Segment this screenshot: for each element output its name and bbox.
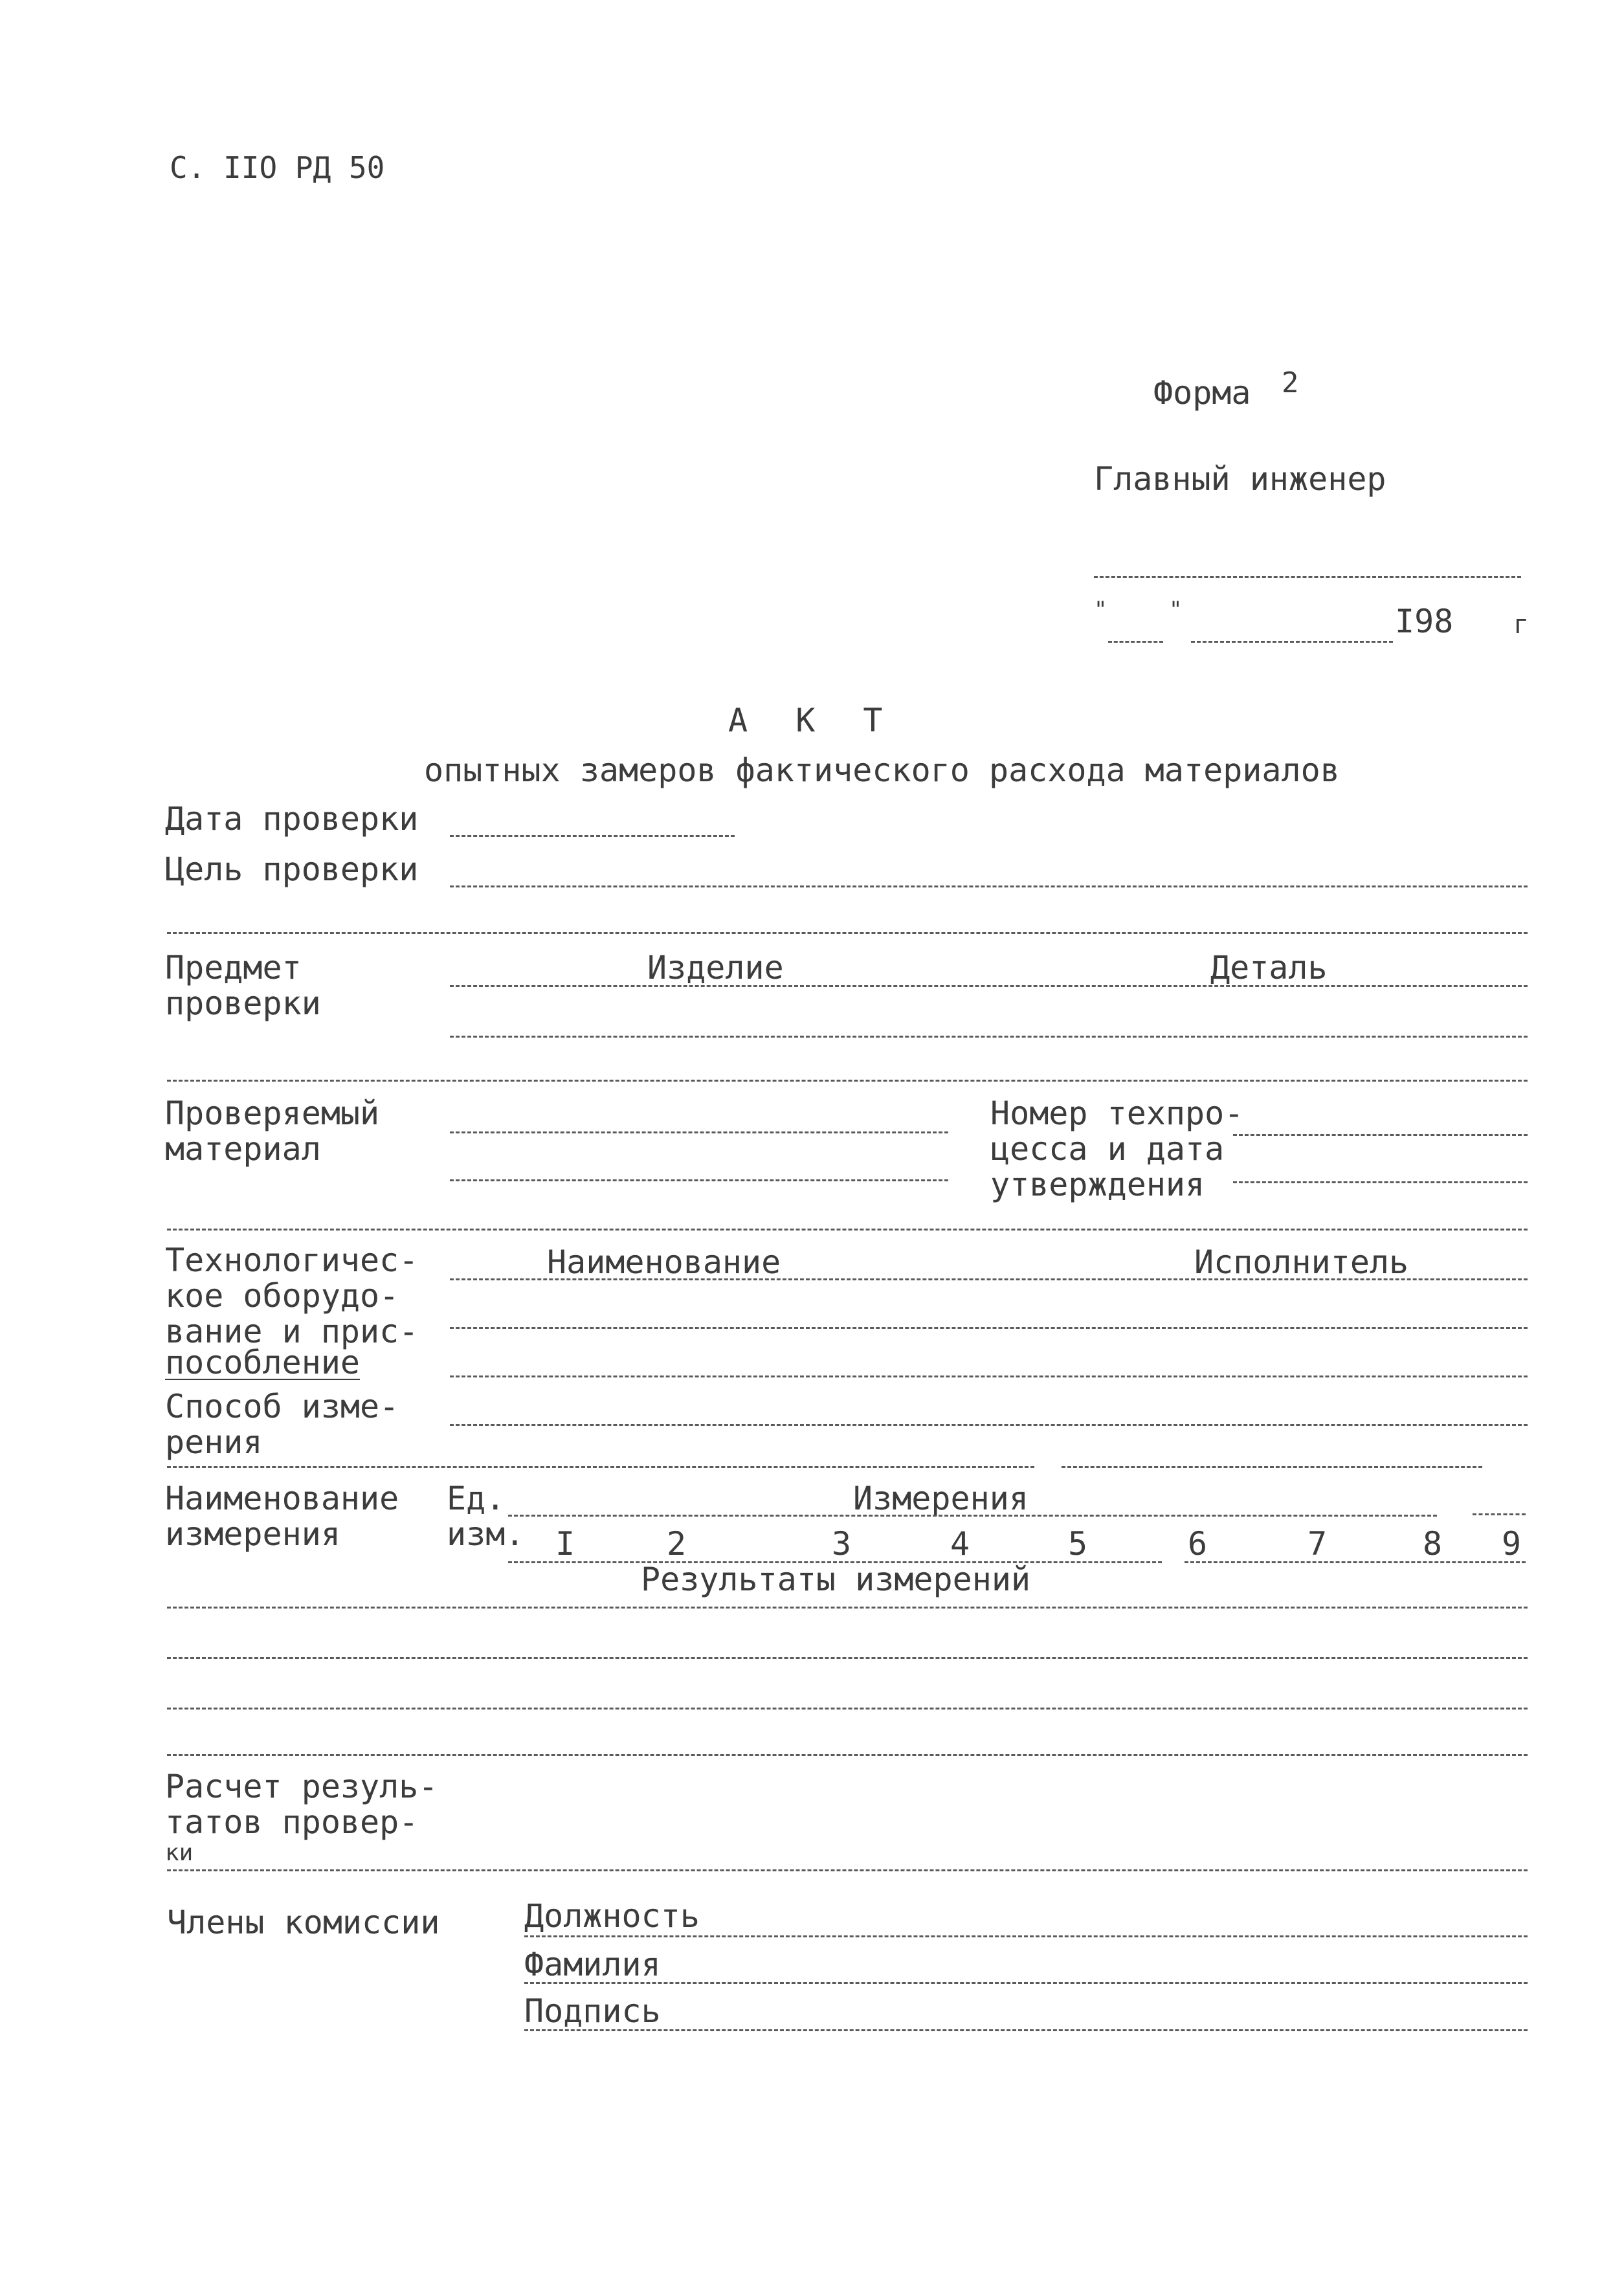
commission-surname-label: Фамилия [524, 1946, 661, 1983]
check-date-line [450, 835, 735, 837]
date-quote-close: " [1169, 597, 1183, 623]
method-label-line2: рения [165, 1423, 263, 1461]
calculation-label-line3: ки [165, 1840, 194, 1866]
measurement-unit-line2: изм. [447, 1515, 525, 1553]
equipment-label-line3: вание и прис- [165, 1313, 419, 1350]
commission-signature-label: Подпись [524, 1992, 661, 2030]
separator-line [167, 1754, 1528, 1756]
measurement-name-line2: измерения [165, 1515, 340, 1553]
method-line [450, 1424, 1528, 1426]
measurement-col-9: 9 [1502, 1525, 1522, 1563]
process-line-1 [1233, 1134, 1528, 1136]
commission-signature-line [524, 2029, 1528, 2031]
material-line-2 [450, 1179, 948, 1181]
measurement-unit-line1: Ед. [447, 1480, 506, 1517]
subject-label-line2: проверки [165, 985, 321, 1022]
check-date-label: Дата проверки [165, 800, 419, 838]
process-label-line2: цесса и дата [990, 1130, 1225, 1168]
measurement-columns-line [1185, 1561, 1526, 1563]
chief-engineer-signature-line [1094, 576, 1521, 578]
material-label-line2: материал [165, 1130, 321, 1168]
measurement-row-line [167, 1657, 1528, 1659]
measurements-header-line [1473, 1513, 1526, 1515]
method-label-line1: Способ изме- [165, 1388, 399, 1425]
measurement-col-5: 5 [1068, 1525, 1088, 1563]
equipment-name-column: Наименование [547, 1243, 781, 1281]
separator-line [167, 1869, 1528, 1871]
equipment-label-line1: Технологичес- [165, 1242, 419, 1279]
year-suffix: г [1513, 610, 1529, 640]
month-line [1191, 641, 1393, 643]
material-line-1 [450, 1131, 948, 1133]
calculation-label-line1: Расчет резуль- [165, 1768, 438, 1805]
check-purpose-label: Цель проверки [165, 851, 419, 888]
subject-line-1 [450, 985, 1528, 987]
measurement-col-4: 4 [950, 1525, 970, 1563]
commission-position-label: Должность [524, 1897, 700, 1935]
part-label: Деталь [1210, 949, 1328, 986]
page-reference: С. IIO РД 50 [170, 150, 385, 185]
process-label-line3: утверждения [990, 1166, 1205, 1203]
product-label: Изделие [647, 949, 784, 986]
chief-engineer-label: Главный инженер [1094, 460, 1386, 498]
separator-line [1062, 1466, 1482, 1468]
equipment-label-line2: кое оборудо- [165, 1277, 399, 1315]
measurement-col-1: I [555, 1525, 575, 1563]
equipment-line-3 [450, 1375, 1528, 1377]
equipment-line-1 [450, 1278, 1528, 1280]
form-number: 2 [1282, 366, 1299, 399]
equipment-label-line4: пособление [165, 1344, 361, 1381]
commission-surname-line [524, 1982, 1528, 1984]
date-quote-open: " [1094, 597, 1107, 623]
separator-line [167, 1229, 1528, 1231]
measurements-header-line [508, 1515, 1437, 1517]
equipment-line-2 [450, 1327, 1528, 1329]
calculation-label-line2: татов провер- [165, 1803, 419, 1841]
measurement-col-6: 6 [1188, 1525, 1208, 1563]
process-label-line1: Номер техпро- [990, 1095, 1244, 1132]
day-line [1108, 641, 1163, 643]
separator-line [167, 932, 1528, 934]
measurement-col-7: 7 [1307, 1525, 1328, 1563]
material-label-line1: Проверяемый [165, 1095, 380, 1132]
measurement-col-8: 8 [1423, 1525, 1443, 1563]
measurement-row-line [167, 1708, 1528, 1709]
subject-line-2 [450, 1036, 1528, 1038]
act-subtitle: опытных замеров фактического расхода материалов [424, 752, 1340, 789]
measurements-header: Измерения [853, 1480, 1029, 1517]
measurement-col-2: 2 [667, 1525, 687, 1563]
act-title: А К Т [728, 702, 897, 739]
year-prefix: I98 [1395, 603, 1454, 640]
measurement-name-line1: Наименование [165, 1480, 399, 1517]
measurement-results-label: Результаты измерений [641, 1561, 1031, 1598]
check-purpose-line [450, 885, 1528, 887]
commission-label: Члены комиссии [167, 1904, 440, 1941]
measurement-row-line [167, 1607, 1528, 1609]
separator-line [167, 1466, 1034, 1468]
measurement-col-3: 3 [832, 1525, 852, 1563]
subject-label-line1: Предмет [165, 949, 302, 986]
process-line-2 [1233, 1181, 1528, 1183]
form-label: Форма [1153, 374, 1251, 412]
separator-line [167, 1080, 1528, 1082]
commission-position-line [524, 1935, 1528, 1937]
equipment-executor-column: Исполнитель [1194, 1243, 1409, 1281]
